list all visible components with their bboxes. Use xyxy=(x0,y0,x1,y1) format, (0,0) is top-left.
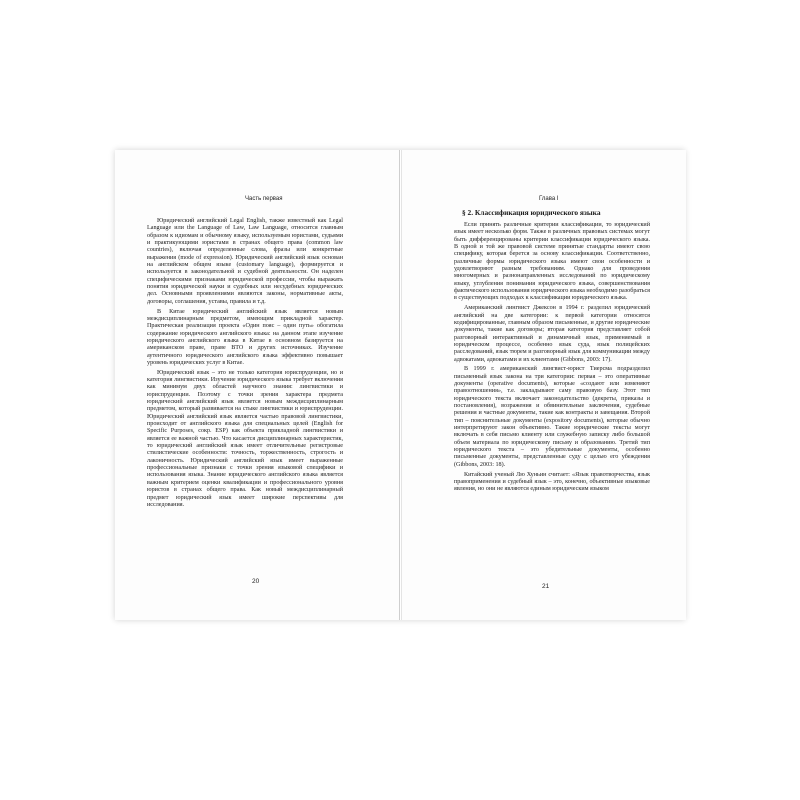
paragraph: В 1999 г. американский лингвист-юрист Тиерсма подразделил письменный язык закона на три категории: первая – это оперативные документы (operative documents), которые «создают или изменяют правоотношения», т.е. закладывают саму правовую базу. Этот тип юридического текста включает законодательство (декреты, приказы и постановления), возражения и обвинительные заключения, судебные решения и частные документы, такие как контракты и завещания. Второй тип – пояснительные документы (expository documents), которые обычно интерпретируют закон объективно. Такие юридические тексты могут включать в себя письмо клиенту или служебную записку либо большой объем материала по юридическому письму и образованию. Третий тип юридического текста – это убедительные документы, особенно письменные документы, представленные суду с целью его убеждения (Gibbons, 2003: 18). xyxy=(454,366,650,468)
page-number: 20 xyxy=(252,578,260,585)
paragraph: Американский лингвист Джексон в 1994 г. разделил юридический английский на две категории: к первой категории относятся кодифицированные, главным образом письменные, и другие юридические документы, такие как договоры; вторая категория представляет собой разговорный интерактивный и динамичный язык, применяемый в юридическом процессе, особенно язык суда, язык полицейских расследований, язык тюрем и разговорный язык для коммуникации между адвокатами, адвокатами и их клиентами (Gibbons, 2003: 17). xyxy=(454,305,650,363)
body-text xyxy=(147,218,343,512)
paragraph: Китайский ученый Лю Хуньин считает: «Язык правотворчества, язык правоприменения и судебный язык – это, конечно, объективные языковые явления, но они не являются единым юридическим языком xyxy=(454,471,650,493)
right-page xyxy=(401,150,686,620)
paragraph: Юридический английский Legal English, также известный как Legal Language или the Language of Law, Law Language, относится главным образом к идиомам и обычному языку, используемым юристами, судьями и практикующими юристами в странах общего права (common law countries), включая определенные слова, фразы или конкретные выражения (mode of expression). Юридический английский язык основан на английском общем языке (customary language), формируется и используется в законодательной и судебной деятельности. Он наделен специфическими признаками юридической профессии, чтобы выражать понятия юридической науки и судебных или несудебных юридических дел. Основными проявлениями являются законы, нормативные акты, договоры, соглашения, уставы, правила и т.д. xyxy=(147,218,343,305)
paragraph: Если принять различные критерии классификации, то юридический язык имеет несколько форм. Также в различных правовых системах могут быть дифференцированы критерии классификации юридического языка. В одной и той же правовой системе принятые стандарты имеют свою специфику, которая берется за основу классификации. Соответственно, различные формы юридического языка имеют свои особенности и удовлетворяют разным требованиям. Однако для проведения многомерных и разнонаправленных исследований по юридическому языку, углубления понимания юридического языка, совершенствования фактического использования юридического языка необходимо разобраться в существующих подходах к классификации юридического языка. xyxy=(454,222,651,302)
body-text xyxy=(454,208,650,496)
paragraph: В Китае юридический английский язык является новым междисциплинарным предметом, имеющим прикладной характер. Практическая реализация проекта «Один пояс – один путь» обогатила содержание юридического английского языка: на данном этапе изучение юридического английского языка в Китае в основном базируется на американском праве, праве ВТО и других источниках. Изучение аутентичного юридического английского языка эффективно повышает уровень юридических услуг в Китае. xyxy=(147,308,343,366)
running-header: Глава I xyxy=(539,196,559,202)
running-header: Часть первая xyxy=(245,196,283,202)
page-number: 21 xyxy=(542,583,550,590)
section-title: § 2. Классификация юридического языка xyxy=(462,208,601,217)
paragraph: Юридический язык – это не только категория юриспруденции, но и категория лингвистики. Изучение юридического языка требует включения как минимум двух областей научного знания: лингвистики и юриспруденции. Поэтому с точки зрения характера предмета юридический английский язык является новым междисциплинарным предметом, который развивается на стыке лингвистики и юриспруденции. Юридический английский язык является частью правовой лингвистики, происходит от английского языка для специальных целей (English for Specific Purposes, сокр. ESP) как объекта прикладной лингвистики и является ее важной частью. Что касается дисциплинарных характеристик, то юридический английский язык имеет отличительные регистровые стилистические особенности: точность, торжественность, строгость и лаконичность. Юридический английский язык имеет выраженные профессиональные признаки с точки зрения языковой специфики и использования языка. Знание юридического английского языка является важным критерием оценки квалификации и профессионального уровня юристов в странах общего права. Как новый междисциплинарный предмет юридический язык имеет широкие перспективы для исследования. xyxy=(147,369,343,508)
left-page xyxy=(115,150,400,620)
